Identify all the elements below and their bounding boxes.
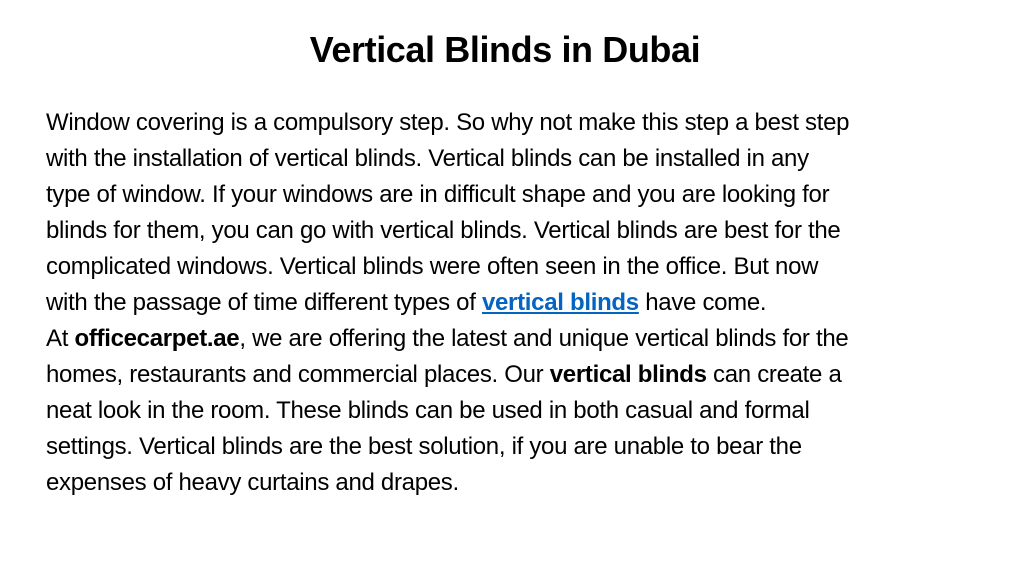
body-text	[46, 105, 1006, 501]
text-segment: with the passage of time different types of	[46, 289, 482, 316]
paragraph-1-line-2: with the installation of vertical blinds. Vertical blinds can be installed in any	[46, 145, 809, 172]
paragraph-1-line-1: Window covering is a compulsory step. So why not make this step a best step	[46, 109, 850, 136]
page-title: Vertical Blinds in Dubai	[309, 29, 701, 70]
text-segment: At	[46, 325, 75, 352]
paragraph-2-line-1	[46, 321, 1006, 357]
paragraph-1-line-5: complicated windows. Vertical blinds were often seen in the office. But now	[46, 253, 819, 280]
vertical-blinds-link[interactable]: vertical blinds	[481, 289, 639, 316]
paragraph-2-line-3: neat look in the room. These blinds can be used in both casual and formal	[46, 397, 810, 424]
paragraph-1-line-6	[46, 285, 1006, 321]
paragraph-2-line-4: settings. Vertical blinds are the best solution, if you are unable to bear the	[46, 433, 802, 460]
bold-keyword: vertical blinds	[549, 361, 707, 388]
site-name: officecarpet.ae	[74, 325, 240, 352]
paragraph-1-line-4: blinds for them, you can go with vertical blinds. Vertical blinds are best for the	[46, 217, 841, 244]
text-segment: , we are offering the latest and unique vertical blinds for the	[239, 325, 849, 352]
paragraph-1-line-3: type of window. If your windows are in difficult shape and you are looking for	[46, 181, 830, 208]
paragraph-2-line-5: expenses of heavy curtains and drapes.	[46, 469, 459, 496]
text-segment: can create a	[706, 361, 842, 388]
text-segment: have come.	[638, 289, 767, 316]
text-segment: homes, restaurants and commercial places. Our	[46, 361, 550, 388]
paragraph-2-line-2	[46, 357, 1006, 393]
